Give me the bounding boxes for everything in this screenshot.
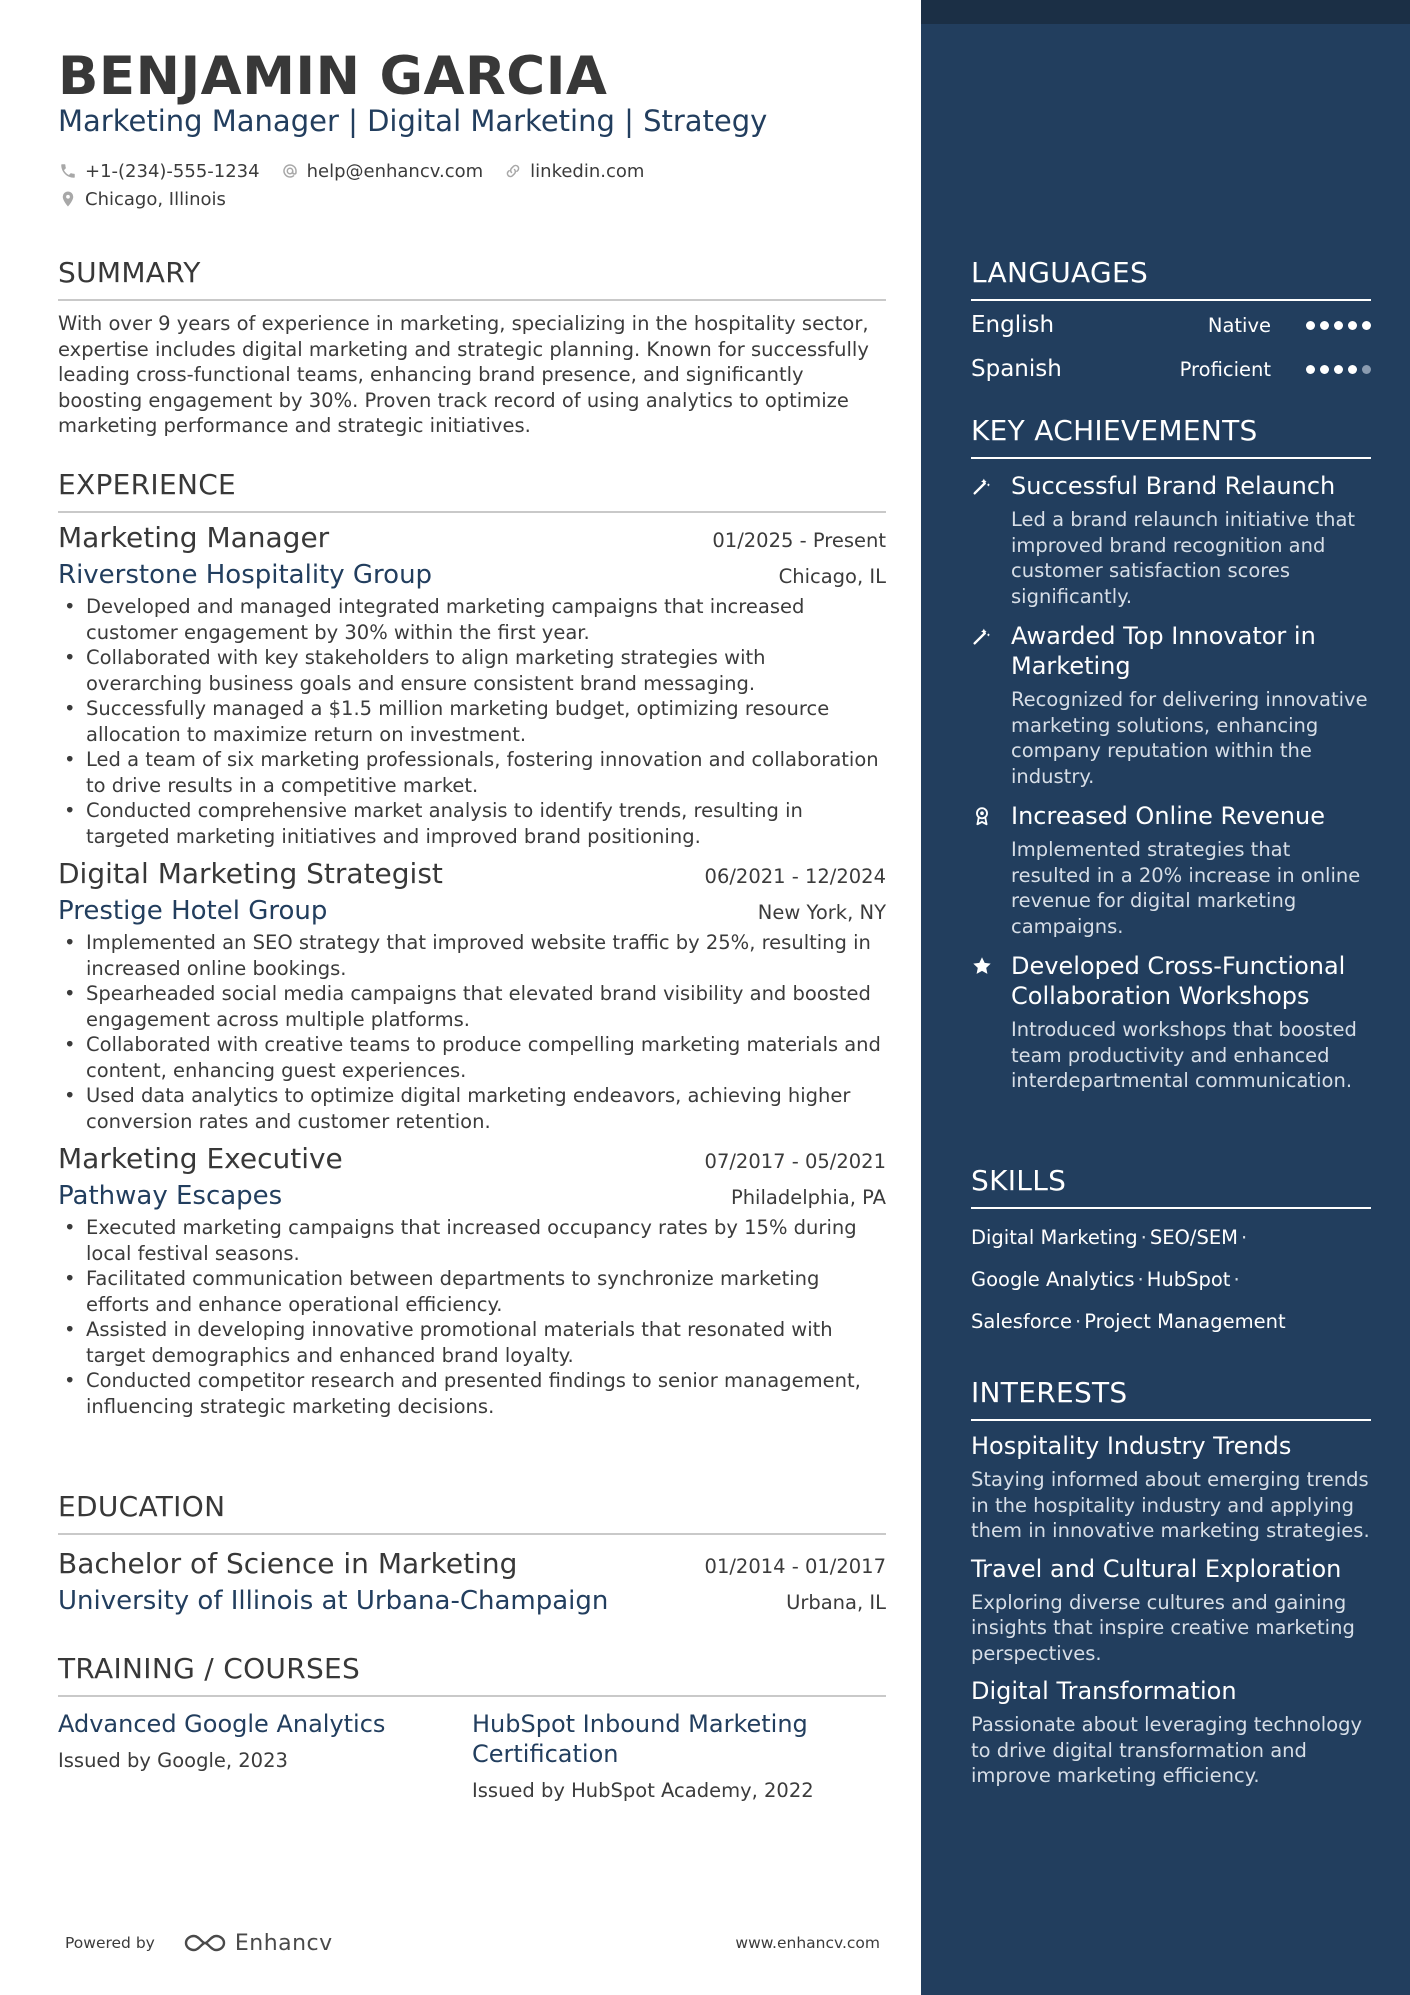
- language-level: Proficient: [1179, 357, 1271, 381]
- summary-title: SUMMARY: [58, 256, 886, 301]
- bullet-item: • Facilitated communication between departments to synchronize marketing efforts and enhance operational efficiency.: [58, 1266, 886, 1317]
- achievement-item: [971, 951, 1371, 1094]
- languages-title: LANGUAGES: [971, 256, 1371, 301]
- job-location: Philadelphia, PA: [730, 1186, 886, 1209]
- contact-linkedin[interactable]: [503, 161, 644, 182]
- interests-title: INTERESTS: [971, 1376, 1371, 1421]
- powered-by: [65, 1931, 333, 1956]
- achievement-title: Successful Brand Relaunch: [1011, 472, 1336, 500]
- bullet-item: • Executed marketing campaigns that increased occupancy rates by 15% during local festival seasons.: [58, 1215, 886, 1266]
- bullet-item: • Successfully managed a $1.5 million marketing budget, optimizing resource allocation to maximize return on investment.: [58, 696, 886, 747]
- contact-phone[interactable]: [58, 161, 260, 182]
- skill-row: Google Analytics · HubSpot ·: [971, 1268, 1240, 1291]
- bullet-item: • Implemented an SEO strategy that improved website traffic by 25%, resulting in increased online bookings.: [58, 930, 886, 981]
- job-location: New York, NY: [757, 901, 886, 924]
- school-location: Urbana, IL: [786, 1591, 886, 1614]
- job-title: Digital Marketing Strategist: [58, 857, 443, 890]
- course-item: [472, 1709, 886, 1802]
- job-title: Marketing Manager: [58, 521, 330, 554]
- language-name: English: [971, 312, 1055, 338]
- sidebar-top-band: [921, 0, 1410, 24]
- job-location: Chicago, IL: [778, 565, 886, 588]
- candidate-headline: Marketing Manager | Digital Marketing | Strategy: [58, 104, 768, 138]
- job-entry: [58, 521, 886, 849]
- brand-name: Enhancv: [234, 1930, 333, 1956]
- achievement-item: [971, 621, 1371, 789]
- skill-tag: Project Management: [1084, 1310, 1286, 1333]
- achievement-desc: Led a brand relaunch initiative that improved brand recognition and customer satisfaction scores significantly.: [1011, 508, 1356, 608]
- job-dates: 07/2017 - 05/2021: [704, 1150, 886, 1173]
- interest-item: [971, 1431, 1371, 1544]
- magic-wand-icon: [971, 475, 995, 499]
- company-name: Riverstone Hospitality Group: [58, 560, 433, 590]
- achievement-desc: Implemented strategies that resulted in a 20% increase in online revenue for digital marketing campaigns.: [1011, 838, 1361, 938]
- achievement-title: Awarded Top Innovator in Marketing: [1011, 622, 1316, 680]
- course-issuer: Issued by Google, 2023: [58, 1749, 288, 1772]
- interest-title: Travel and Cultural Exploration: [971, 1554, 1342, 1583]
- sidebar-column: [921, 0, 1410, 1995]
- infinity-logo-icon: [181, 1931, 229, 1955]
- skill-tag: HubSpot: [1146, 1268, 1231, 1291]
- skill-tag: Google Analytics: [971, 1268, 1135, 1291]
- achievements-title: KEY ACHIEVEMENTS: [971, 414, 1371, 459]
- job-dates: 06/2021 - 12/2024: [704, 865, 886, 888]
- powered-by-label: Powered by: [65, 1934, 155, 1952]
- course-title: Advanced Google Analytics: [58, 1710, 386, 1738]
- interest-item: [971, 1676, 1371, 1789]
- bullet-item: • Developed and managed integrated marketing campaigns that increased customer engagement by 30% within the first year.: [58, 594, 886, 645]
- achievement-title: Increased Online Revenue: [1011, 802, 1325, 830]
- training-section: [58, 1652, 886, 1802]
- achievement-item: [971, 801, 1371, 939]
- degree-title: Bachelor of Science in Marketing: [58, 1547, 518, 1580]
- award-ribbon-icon: [971, 805, 995, 829]
- skills-title: SKILLS: [971, 1164, 1371, 1209]
- dot-filled: [1348, 365, 1357, 374]
- bullet-item: • Conducted comprehensive market analysis to identify trends, resulting in targeted marketing initiatives and improved brand positioning.: [58, 798, 886, 849]
- school-name: University of Illinois at Urbana-Champaign: [58, 1586, 609, 1616]
- skill-tag: Digital Marketing: [971, 1226, 1138, 1249]
- language-item: [971, 347, 1371, 391]
- footer: [65, 1926, 880, 1960]
- bullet-item: • Led a team of six marketing professionals, fostering innovation and collaboration to drive results in a competitive market.: [58, 747, 886, 798]
- interest-item: [971, 1554, 1371, 1667]
- job-entry: [58, 857, 886, 1134]
- job-title: Marketing Executive: [58, 1142, 343, 1175]
- company-name: Prestige Hotel Group: [58, 896, 328, 926]
- bullet-item: • Used data analytics to optimize digital marketing endeavors, achieving higher conversion rates and customer retention.: [58, 1083, 886, 1134]
- job-bullets: [58, 594, 886, 849]
- summary-text: With over 9 years of experience in marketing, specializing in the hospitality sector, expertise includes digital marketing and strategic planning. Known for successfully leading cross-functional teams, enhancing brand presence, and significantly boosting engagement by 30%. Proven track record of using analytics to optimize marketing performance and strategic initiatives.: [58, 312, 869, 437]
- training-title: TRAINING / COURSES: [58, 1652, 886, 1697]
- bullet-item: • Conducted competitor research and presented findings to senior management, influencing strategic marketing decisions.: [58, 1368, 886, 1419]
- interest-title: Digital Transformation: [971, 1677, 1237, 1705]
- languages-section: [971, 256, 1371, 391]
- job-bullets: [58, 1215, 886, 1419]
- achievement-item: [971, 471, 1371, 609]
- dot-filled: [1320, 365, 1329, 374]
- education-dates: 01/2014 - 01/2017: [704, 1555, 886, 1578]
- contact-location: [58, 189, 226, 210]
- proficiency-dots: [1301, 321, 1371, 330]
- course-issuer: Issued by HubSpot Academy, 2022: [472, 1779, 814, 1802]
- education-title: EDUCATION: [58, 1490, 886, 1535]
- skill-row: Salesforce · Project Management: [971, 1310, 1286, 1333]
- dot-filled: [1320, 321, 1329, 330]
- dot-filled: [1306, 321, 1315, 330]
- achievements-section: [971, 414, 1371, 1094]
- experience-section: [58, 468, 886, 1419]
- bullet-item: • Spearheaded social media campaigns that elevated brand visibility and boosted engagement across multiple platforms.: [58, 981, 886, 1032]
- skill-tag: Salesforce: [971, 1310, 1073, 1333]
- contact-info: [58, 158, 664, 214]
- dot-empty: [1362, 365, 1371, 374]
- magic-wand-icon: [971, 625, 995, 649]
- skill-row: Digital Marketing · SEO/SEM ·: [971, 1226, 1248, 1249]
- education-section: [58, 1490, 886, 1616]
- dot-filled: [1362, 321, 1371, 330]
- bullet-item: • Collaborated with creative teams to produce compelling marketing materials and content, enhancing guest experiences.: [58, 1032, 886, 1083]
- location-text: Chicago, Illinois: [85, 188, 226, 210]
- location-pin-icon: [58, 189, 78, 209]
- language-level: Native: [1207, 313, 1271, 337]
- star-icon: [971, 955, 995, 979]
- summary-section: [58, 256, 886, 439]
- achievement-desc: Recognized for delivering innovative marketing solutions, enhancing company reputation within the industry.: [1011, 688, 1368, 788]
- dot-filled: [1348, 321, 1357, 330]
- phone-icon: [58, 161, 78, 181]
- proficiency-dots: [1301, 365, 1371, 374]
- job-dates: 01/2025 - Present: [712, 529, 886, 552]
- interests-section: [971, 1376, 1371, 1789]
- experience-title: EXPERIENCE: [58, 468, 886, 513]
- at-sign-icon: [280, 161, 300, 181]
- bullet-item: • Collaborated with key stakeholders to align marketing strategies with overarching business goals and ensure consistent brand messaging.: [58, 645, 886, 696]
- interest-desc: Staying informed about emerging trends in the hospitality industry and applying them in innovative marketing strategies.: [971, 1468, 1370, 1542]
- achievement-desc: Introduced workshops that boosted team productivity and enhanced interdepartmental communication.: [1011, 1018, 1357, 1092]
- contact-email[interactable]: [280, 161, 484, 182]
- email-text: help@enhancv.com: [306, 160, 484, 182]
- language-item: [971, 303, 1371, 347]
- dot-filled: [1334, 365, 1343, 374]
- course-item: [58, 1709, 472, 1802]
- skills-section: [971, 1164, 1371, 1343]
- course-title: HubSpot Inbound Marketing Certification: [472, 1710, 808, 1768]
- job-entry: [58, 1142, 886, 1419]
- dot-filled: [1334, 321, 1343, 330]
- interest-title: Hospitality Industry Trends: [971, 1432, 1292, 1460]
- interest-desc: Exploring diverse cultures and gaining insights that inspire creative marketing perspectives.: [971, 1590, 1355, 1665]
- achievement-title: Developed Cross-Functional Collaboration Workshops: [1011, 952, 1346, 1010]
- dot-filled: [1306, 365, 1315, 374]
- linkedin-text: linkedin.com: [530, 160, 645, 182]
- job-bullets: [58, 930, 886, 1134]
- candidate-name: BENJAMIN GARCIA: [58, 46, 608, 107]
- company-name: Pathway Escapes: [58, 1181, 283, 1211]
- enhancv-logo[interactable]: [181, 1931, 333, 1956]
- skill-tag: SEO/SEM: [1149, 1226, 1238, 1249]
- link-icon: [503, 161, 523, 181]
- footer-website[interactable]: www.enhancv.com: [735, 1934, 880, 1952]
- bullet-item: • Assisted in developing innovative promotional materials that resonated with target demographics and enhanced brand loyalty.: [58, 1317, 886, 1368]
- phone-text: +1-(234)-555-1234: [85, 160, 260, 182]
- language-name: Spanish: [971, 356, 1062, 382]
- interest-desc: Passionate about leveraging technology to drive digital transformation and improve marketing efficiency.: [971, 1713, 1363, 1787]
